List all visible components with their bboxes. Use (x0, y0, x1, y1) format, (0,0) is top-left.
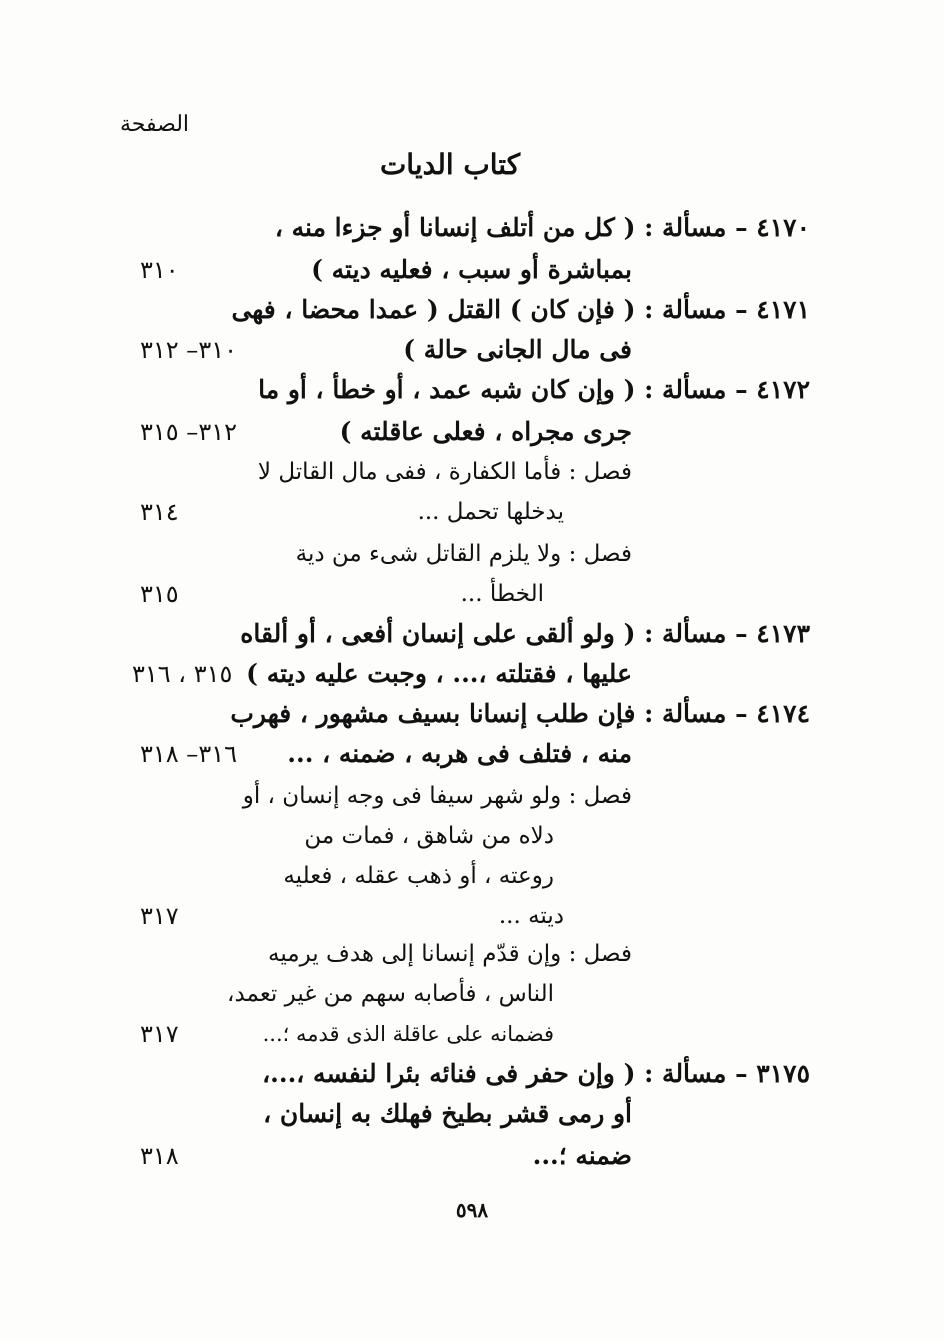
page-ref: ٣١٨ (140, 1142, 179, 1170)
entry-line: بمباشرة أو سبب ، فعليه ديته ) (311, 255, 632, 284)
entry-line: أو رمى قشر بطيخ فهلك به إنسان ، (263, 1099, 632, 1128)
page-ref: ٣١٧ (140, 902, 179, 930)
entry-line: فصل : ولا يلزم القاتل شىء من دية (295, 541, 632, 567)
entry-line: فضمانه على عاقلة الذى قدمه ؛... (262, 1022, 554, 1046)
entry-line: جرى مجراه ، فعلى عاقلته ) (339, 417, 632, 446)
entry-line: ٣١٧٥ – مسألة : ( وإن حفر فى فنائه بئرا لنفسه ،...، (262, 1059, 810, 1088)
entry-line: الخطأ ... (460, 581, 544, 607)
page-ref: ٣١٤ (140, 498, 179, 526)
page-number: ٥٩٨ (455, 1198, 489, 1222)
page-ref: ٣١٢– ٣١٥ (140, 418, 237, 446)
entry-line: منه ، فتلف فى هربه ، ضمنه ، ... (287, 739, 632, 768)
section-title: كتاب الديات (379, 148, 521, 181)
page-ref: ٣١٥ (140, 580, 179, 608)
entry-line: ٤١٧٤ – مسألة : فإن طلب إنسانا بسيف مشهور ، فهرب (230, 699, 810, 728)
entry-line: ٤١٧١ – مسألة : ( فإن كان ) القتل ( عمدا محضا ، فهى (231, 295, 810, 324)
entry-line: فى مال الجانى حالة ) (403, 335, 632, 364)
page-ref: ٣١٧ (140, 1020, 179, 1048)
entry-line: عليها ، فقتلته ،... ، وجبت عليه ديته ) (246, 659, 632, 688)
entry-line: يدخلها تحمل ... (417, 499, 564, 525)
entry-line: ٤١٧٠ – مسألة : ( كل من أتلف إنسانا أو جزءا منه ، (274, 213, 810, 242)
page-ref: ٣١٦– ٣١٨ (140, 740, 237, 768)
entry-line: ضمنه ؛... (532, 1141, 632, 1170)
entry-line: الناس ، فأصابه سهم من غير تعمد، (227, 981, 554, 1007)
entry-line: فصل : فأما الكفارة ، ففى مال القاتل لا (257, 459, 632, 485)
page-ref: ٣١٠ (140, 256, 179, 284)
entry-line: ٤١٧٣ – مسألة : ( ولو ألقى على إنسان أفعى ، أو ألقاه (240, 619, 810, 648)
entry-line: دلاه من شاهق ، فمات من (304, 823, 554, 849)
page-ref: ٣١٥ ، ٣١٦ (132, 660, 233, 688)
entry-line: ٤١٧٢ – مسألة : ( وإن كان شبه عمد ، أو خطأ ، أو ما (258, 375, 810, 404)
entry-line: ديته ... (498, 903, 564, 929)
entry-line: فصل : ولو شهر سيفا فى وجه إنسان ، أو (242, 783, 632, 809)
entry-line: فصل : وإن قدّم إنسانا إلى هدف يرميه (267, 941, 632, 967)
page-ref: ٣١٠– ٣١٢ (140, 336, 237, 364)
entry-line: روعته ، أو ذهب عقله ، فعليه (283, 863, 554, 889)
page-column-label: الصفحة (120, 112, 190, 137)
